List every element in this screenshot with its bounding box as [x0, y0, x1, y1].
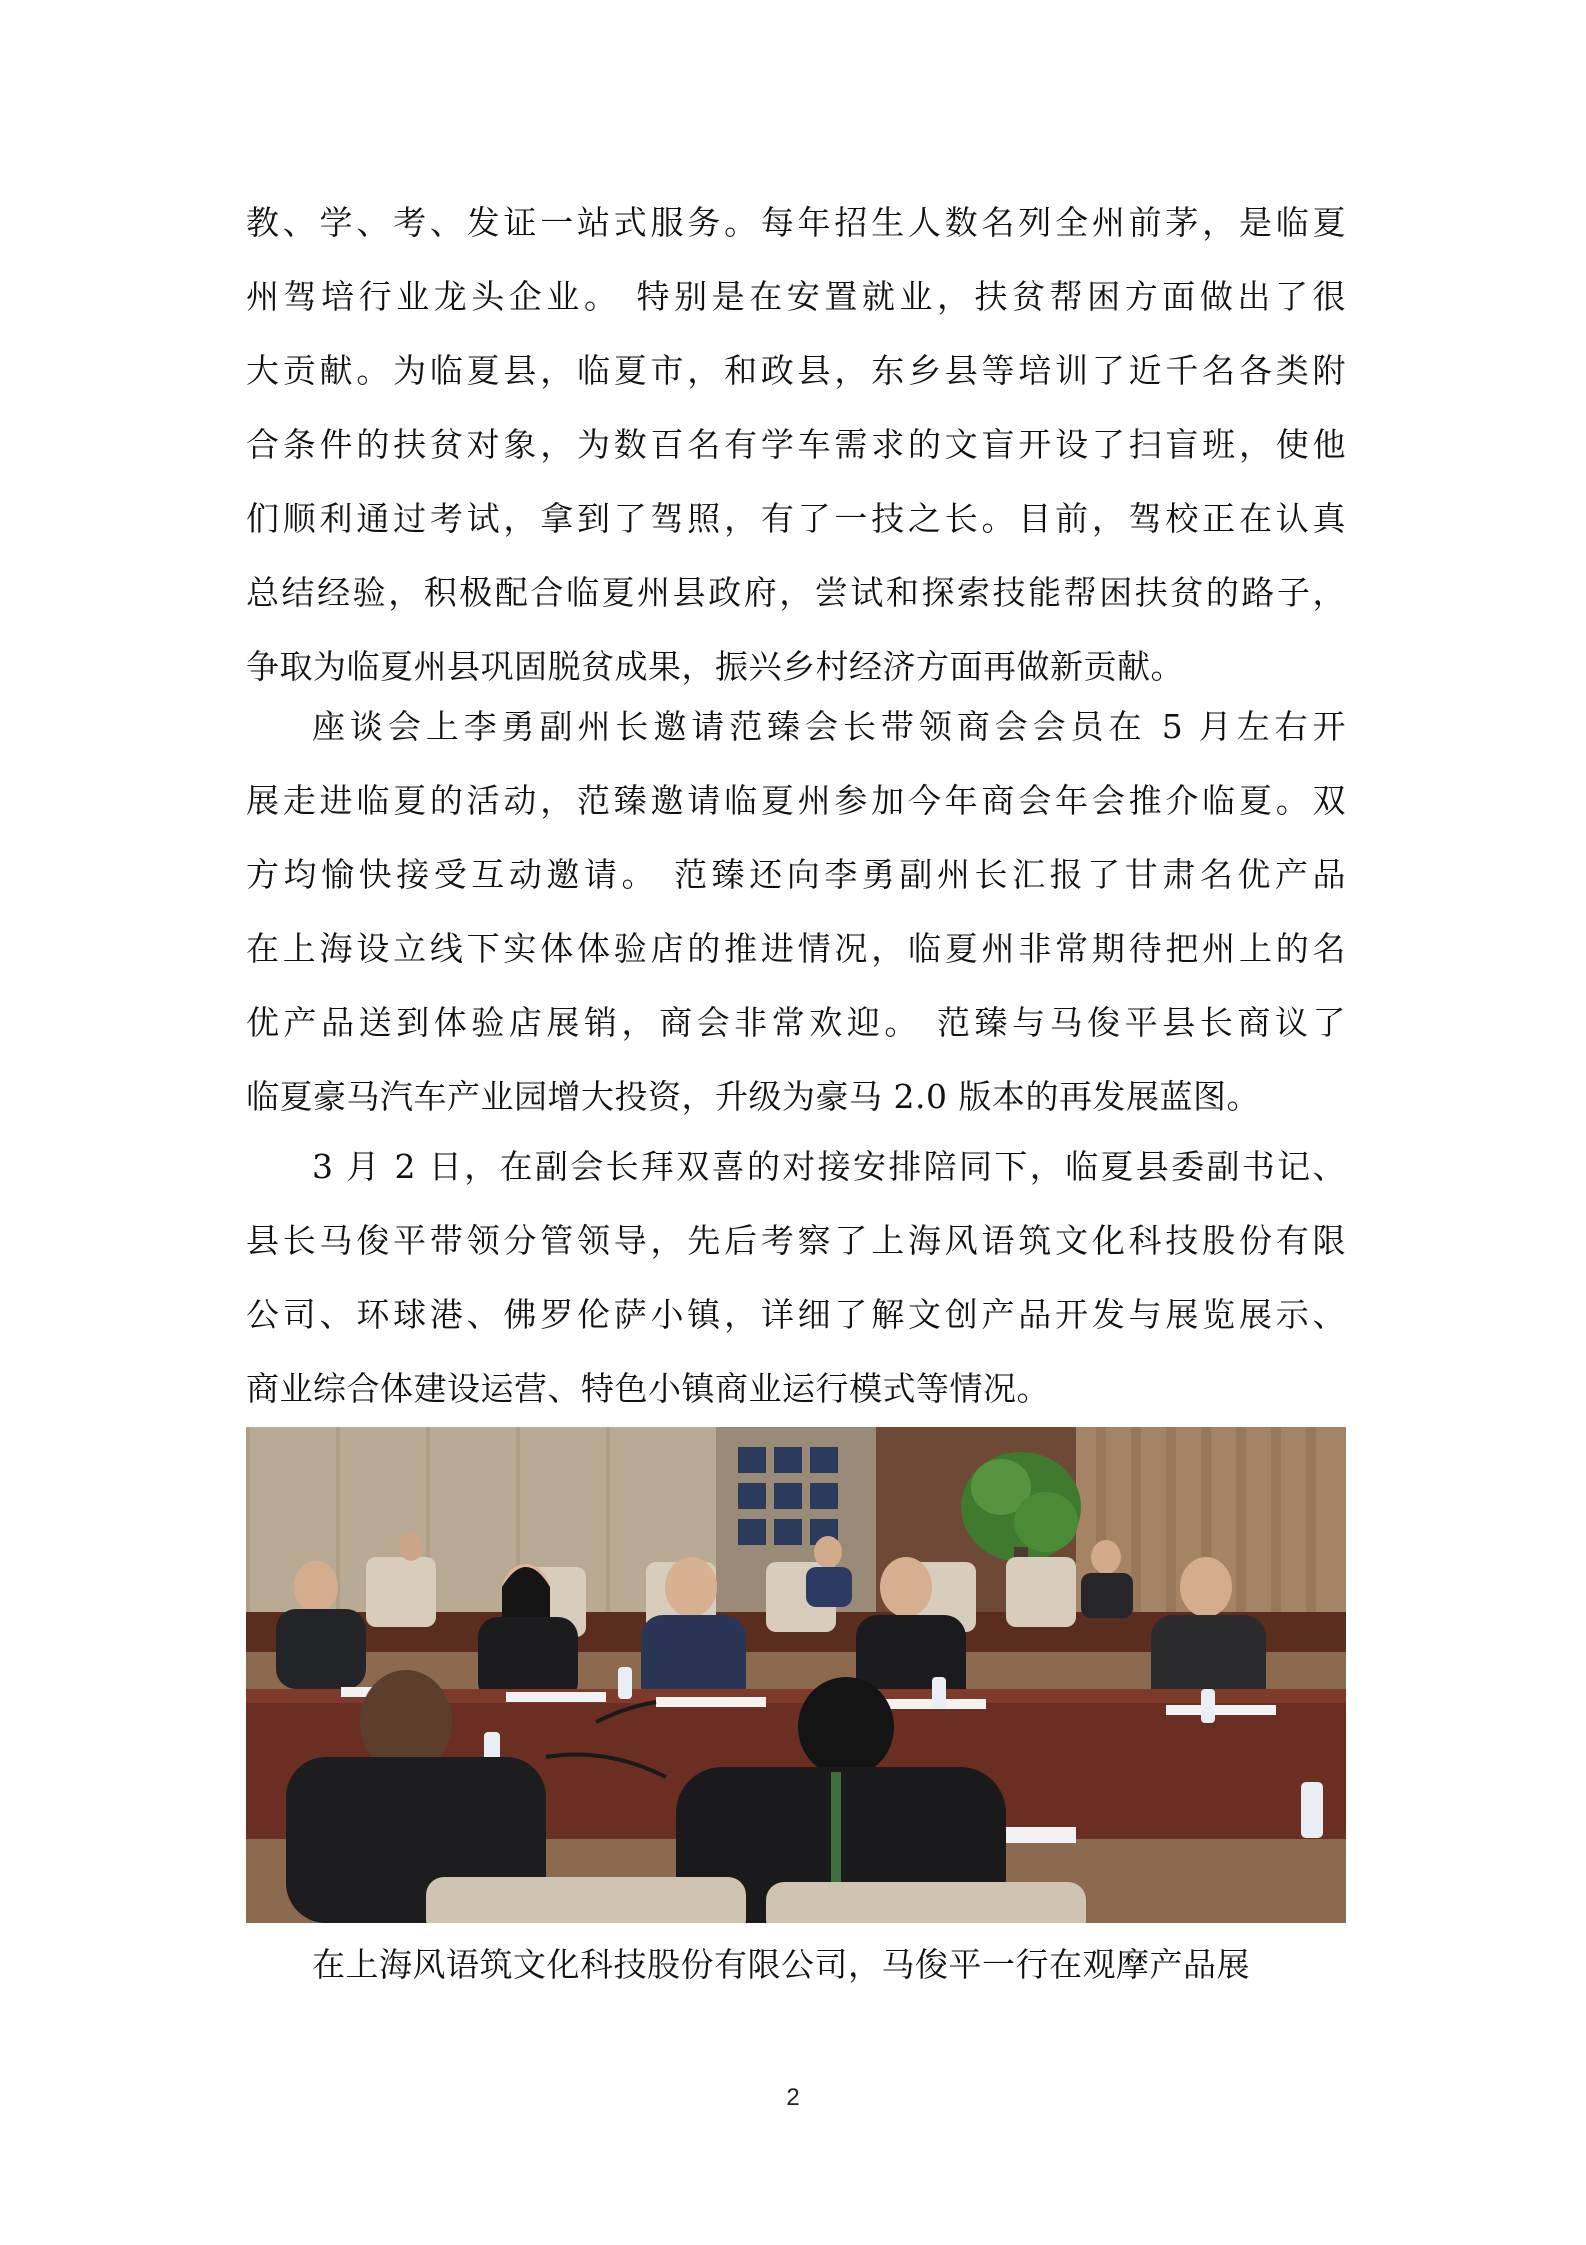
paragraph-line: 总结经验，积极配合临夏州县政府，尝试和探索技能帮困扶贫的路子，	[246, 573, 1346, 612]
paragraph-line: 临夏豪马汽车产业园增大投资，升级为豪马 2.0 版本的再发展蓝图。	[246, 1077, 1260, 1116]
paragraph-line: 在上海设立线下实体体验店的推进情况，临夏州非常期待把州上的名	[246, 929, 1346, 968]
paragraph-line: 方均愉快接受互动邀请。 范臻还向李勇副州长汇报了甘肃名优产品	[246, 855, 1346, 894]
paragraph-line: 商业综合体建设运营、特色小镇商业运行模式等情况。	[246, 1369, 1050, 1408]
photo-caption	[246, 1928, 1346, 2002]
paragraph-line: 州驾培行业龙头企业。 特别是在安置就业，扶贫帮困方面做出了很	[246, 277, 1346, 316]
paragraph-line: 县长马俊平带领分管领导，先后考察了上海风语筑文化科技股份有限	[246, 1221, 1346, 1260]
paragraph-line: 展走进临夏的活动，范臻邀请临夏州参加今年商会年会推介临夏。双	[246, 781, 1346, 820]
paragraph-line: 3 月 2 日，在副会长拜双喜的对接安排陪同下，临夏县委副书记、	[312, 1147, 1346, 1186]
page-number: 2	[786, 2084, 800, 2111]
meeting-photo	[246, 1427, 1346, 1923]
paragraph-line: 争取为临夏州县巩固脱贫成果，振兴乡村经济方面再做新贡献。	[246, 647, 1184, 686]
paragraph-line: 教、学、考、发证一站式服务。每年招生人数名列全州前茅，是临夏	[246, 203, 1346, 242]
paragraph-line: 公司、环球港、佛罗伦萨小镇，详细了解文创产品开发与展览展示、	[246, 1295, 1346, 1334]
paragraph-line: 们顺利通过考试，拿到了驾照，有了一技之长。目前，驾校正在认真	[246, 499, 1346, 538]
paragraph-3	[246, 1130, 1346, 1426]
paragraph-line: 大贡献。为临夏县，临夏市，和政县，东乡县等培训了近千名各类附	[246, 351, 1346, 390]
paragraph-1	[246, 186, 1346, 704]
paragraph-line: 合条件的扶贫对象，为数百名有学车需求的文盲开设了扫盲班，使他	[246, 425, 1346, 464]
caption-line: 在上海风语筑文化科技股份有限公司，马俊平一行在观摩产品展	[312, 1945, 1250, 1984]
paragraph-line: 优产品送到体验店展销，商会非常欢迎。 范臻与马俊平县长商议了	[246, 1003, 1346, 1042]
paragraph-2	[246, 690, 1346, 1134]
paragraph-line: 座谈会上李勇副州长邀请范臻会长带领商会会员在 5 月左右开	[312, 707, 1346, 746]
